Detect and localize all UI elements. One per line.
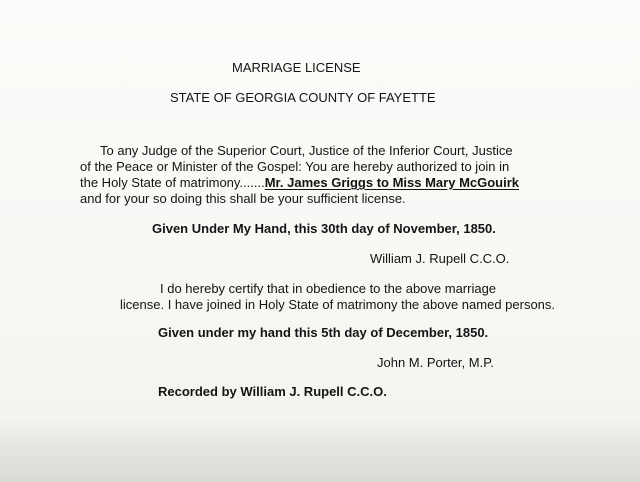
certificate-line-1: I do hereby certify that in obedience to the above marriage: [160, 281, 497, 296]
document-subtitle: STATE OF GEORGIA COUNTY OF FAYETTE: [170, 90, 436, 105]
license-body-line-3: [80, 175, 519, 191]
certificate-signature: John M. Porter, M.P.: [377, 355, 494, 370]
certificate-given-date: Given under my hand this 5th day of December, 1850.: [158, 325, 489, 340]
recorded-by-line: Recorded by William J. Rupell C.C.O.: [158, 384, 387, 399]
paper-fold-shadow: [0, 418, 640, 482]
license-body-line-1: To any Judge of the Superior Court, Justice of the Inferior Court, Justice: [100, 143, 513, 158]
matrimony-prefix: the Holy State of matrimony.......: [80, 175, 265, 190]
couple-names: Mr. James Griggs to Miss Mary McGouirk: [264, 175, 520, 190]
license-body-line-2: of the Peace or Minister of the Gospel: You are hereby authorized to join in: [80, 159, 510, 174]
document-title: MARRIAGE LICENSE: [232, 60, 361, 75]
license-body-line-4: and for your so doing this shall be your sufficient license.: [80, 191, 406, 206]
certificate-line-2: license. I have joined in Holy State of matrimony the above named persons.: [120, 297, 556, 312]
license-given-date: Given Under My Hand, this 30th day of November, 1850.: [152, 221, 496, 236]
license-signature: William J. Rupell C.C.O.: [370, 251, 510, 266]
